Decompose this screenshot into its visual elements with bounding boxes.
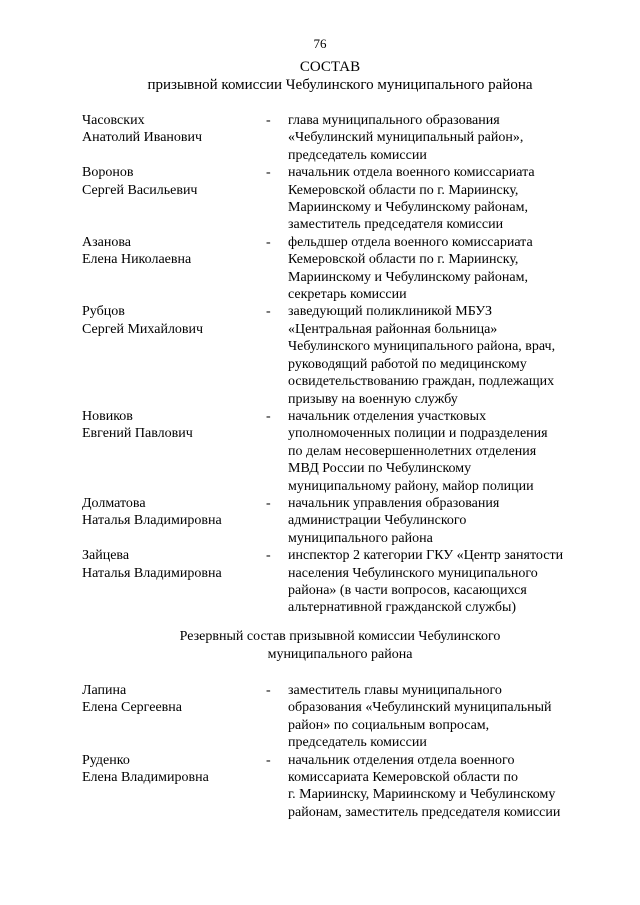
member-role-line: г. Мариинску, Мариинскому и Чебулинскому (288, 787, 556, 803)
member-name (82, 303, 266, 407)
member-role-line: заместитель председателя комиссии (288, 217, 504, 233)
member-name-line: Лапина (82, 683, 127, 698)
member-role-line: Мариинскому и Чебулинскому районам, (288, 200, 528, 216)
member-role-line: секретарь комиссии (288, 287, 407, 303)
reserve-title (0, 628, 640, 664)
member-row (82, 164, 602, 234)
member-role-line: по делам несовершеннолетних отделения (288, 443, 537, 459)
reserve-title-line-2: муниципального района (267, 647, 413, 662)
member-role-line: начальник отделения участковых (288, 408, 487, 424)
member-role-line: Чебулинского муниципального района, врач, (288, 339, 556, 355)
main-members-list (82, 112, 602, 617)
member-role-line: начальник отделения отдела военного (288, 752, 515, 768)
member-name-line: Сергей Михайлович (82, 321, 204, 337)
member-dash: - (266, 304, 271, 320)
member-name-line: Елена Сергеевна (82, 700, 182, 716)
member-name (82, 547, 266, 617)
member-name-line: Рубцов (82, 304, 125, 320)
member-role-line: «Центральная районная больница» (288, 321, 498, 337)
member-name-line: Часовских (82, 113, 145, 128)
member-role-line: освидетельствованию граждан, подлежащих (288, 374, 555, 390)
member-role (288, 682, 602, 752)
member-name-line: Наталья Владимировна (82, 565, 222, 581)
member-role-line: Мариинскому и Чебулинскому районам, (288, 269, 528, 285)
member-role-line: администрации Чебулинского (288, 513, 467, 529)
member-role-line: начальник управления образования (288, 495, 500, 511)
member-dash: - (266, 683, 271, 698)
member-name-line: Новиков (82, 408, 133, 424)
member-role-line: заведующий поликлиникой МБУЗ (288, 304, 493, 320)
member-name-line: Азанова (82, 234, 131, 250)
reserve-members-list (82, 682, 602, 821)
member-name-line: Елена Владимировна (82, 770, 209, 786)
member-name-line: Анатолий Иванович (82, 130, 203, 146)
document-title (0, 58, 640, 94)
member-role-line: района» (в части вопросов, касающихся (288, 582, 527, 598)
member-role-line: призыву на военную службу (288, 391, 458, 407)
title-line-1: СОСТАВ (299, 59, 361, 75)
member-role (288, 112, 602, 164)
member-name-line: Воронов (82, 165, 134, 181)
member-row (82, 752, 602, 822)
member-name (82, 752, 266, 822)
member-role-line: председатель комиссии (288, 735, 427, 751)
member-role (288, 303, 602, 407)
reserve-title-line-1: Резервный состав призывной комиссии Чебулинского (179, 629, 501, 644)
member-dash: - (266, 495, 271, 511)
member-dash: - (266, 234, 271, 250)
member-role-line: комиссариата Кемеровской области по (288, 770, 519, 786)
member-role (288, 495, 602, 547)
member-role-line: председатель комиссии (288, 147, 427, 163)
member-role-line: глава муниципального образования (288, 113, 500, 128)
member-role-line: фельдшер отдела военного комиссариата (288, 234, 533, 250)
member-role-line: альтернативной гражданской службы) (288, 600, 517, 616)
member-role (288, 408, 602, 495)
page-number: 76 (313, 36, 327, 51)
member-row (82, 495, 602, 547)
title-line-2: призывной комиссии Чебулинского муниципального района (147, 77, 533, 93)
member-dash: - (266, 408, 271, 424)
member-dash: - (266, 548, 271, 564)
member-role-line: начальник отдела военного комиссариата (288, 165, 535, 181)
member-name-line: Елена Николаевна (82, 252, 192, 268)
member-role-line: руководящий работой по медицинскому (288, 356, 527, 372)
member-name (82, 234, 266, 304)
member-role (288, 164, 602, 234)
member-row (82, 112, 602, 164)
member-row (82, 408, 602, 495)
member-row (82, 303, 602, 407)
member-role-line: МВД России по Чебулинскому (288, 461, 472, 477)
member-dash: - (266, 165, 271, 181)
member-role-line: район» по социальным вопросам, (288, 717, 490, 733)
member-role-line: заместитель главы муниципального (288, 683, 502, 698)
member-name (82, 164, 266, 234)
member-row (82, 547, 602, 617)
member-role-line: образования «Чебулинский муниципальный (288, 700, 552, 716)
member-role-line: уполномоченных полиции и подразделения (288, 426, 548, 442)
member-role-line: Кемеровской области по г. Мариинску, (288, 252, 519, 268)
member-role-line: Кемеровской области по г. Мариинску, (288, 182, 519, 198)
member-name (82, 682, 266, 752)
member-name-line: Наталья Владимировна (82, 513, 222, 529)
member-role-line: инспектор 2 категории ГКУ «Центр занятости (288, 548, 564, 564)
member-role (288, 547, 602, 617)
member-name (82, 112, 266, 164)
member-role-line: районам, заместитель председателя комиссии (288, 804, 561, 820)
member-role-line: населения Чебулинского муниципального (288, 565, 538, 581)
member-row (82, 682, 602, 752)
member-row (82, 234, 602, 304)
member-dash: - (266, 113, 271, 128)
member-role (288, 752, 602, 822)
member-name-line: Евгений Павлович (82, 426, 193, 442)
member-role-line: муниципальному району, майор полиции (288, 478, 534, 494)
member-role (288, 234, 602, 304)
member-role-line: «Чебулинский муниципальный район», (288, 130, 524, 146)
member-name-line: Руденко (82, 752, 130, 768)
member-name-line: Сергей Васильевич (82, 182, 198, 198)
member-role-line: муниципального района (288, 530, 433, 546)
member-name (82, 495, 266, 547)
member-name (82, 408, 266, 495)
member-dash: - (266, 752, 271, 768)
member-name-line: Зайцева (82, 548, 130, 564)
member-name-line: Долматова (82, 495, 146, 511)
